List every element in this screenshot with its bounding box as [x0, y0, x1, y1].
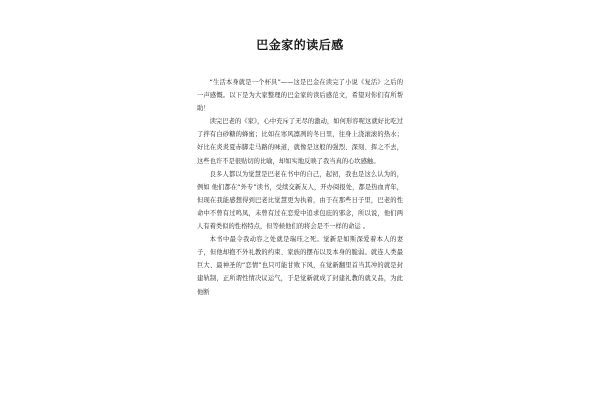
- paragraph: 本书中最令我动容之处就是瑞珏之死。觉新是如斯深爱着本人的妻子，但他却抱不外礼教的约束、家族的摆布以及本身的脆弱。就连人类最巨大、最神圣的“恋情”也只可能甘败下风，在觉新翻里首当其冲的就是封建轨制，正所谓性情决议运气，于是觉新就成了封建礼教的就义品，为此他断: [197, 236, 403, 296]
- paragraph: “生活本身就是一个杯具”——这是巴金在读完了小说《复活》之后的一声感慨。以下是为大家整理的巴金家的读后感范文，希望对你们有所帮助！: [197, 79, 403, 113]
- paragraph: 良多人都以为觉慧是巴老在书中的自己，起初，我也是这么认为的，例如 他们都在“外专”读书，受续交新友人，开办阅报处，都是热血青年，但现在我能感想得到巴老比觉慧更为执着，由于在那些日子里，巴老的性命中不曾有过鸣凤，未曾有过在恋爱中追求包庇的邪念，所以说，他们两人有着类似的性格特点，但等候他们的将会是不一样的命运 。: [197, 170, 403, 231]
- paragraph: 读完巴老的《家》，心中充斥了无尽的激动，如何形容呢这就好比吃过了拌有白砂糖的蜂蜜；比如在寒风凛冽的冬日里，往身上浇滚滚的热水；好比在炎炎夏赤脚走马路的味道，就像是这般的强烈、深刻、挥之不去，这些也许不是很贴切的比喻，却如实地反映了我当真的心坎感触。: [197, 118, 403, 165]
- document-title: 巴金家的读后感: [256, 38, 344, 52]
- document-body: [197, 76, 403, 299]
